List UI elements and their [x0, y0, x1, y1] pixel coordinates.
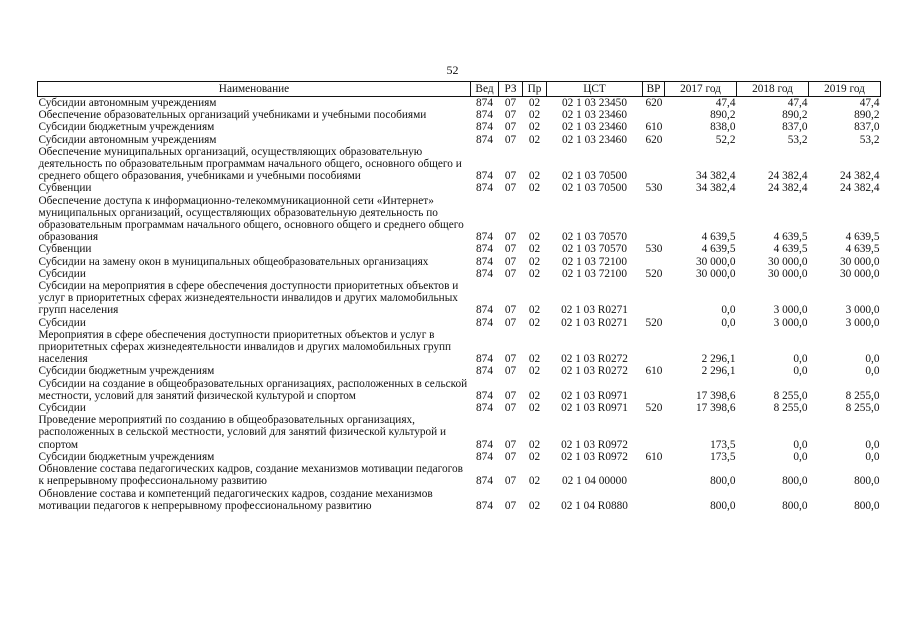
row-vr: 530: [645, 243, 663, 256]
row-pr: 02: [528, 450, 541, 463]
row-cst: 02 1 03 70570: [562, 231, 627, 244]
row-value-2018: 0,0: [793, 450, 808, 463]
row-rz: 07: [504, 97, 517, 109]
row-value-2017: 30 000,0: [695, 267, 736, 280]
row-ved: 874: [476, 255, 493, 268]
row-pr: 02: [528, 402, 541, 415]
row-rz: 07: [504, 438, 517, 451]
row-value-2018: 0,0: [793, 438, 808, 451]
table-row: [38, 182, 881, 194]
row-ved: 874: [476, 97, 493, 109]
row-ved: 874: [476, 450, 493, 463]
row-cst: 02 1 03 R0971: [561, 402, 628, 415]
row-value-2019: 24 382,4: [839, 182, 880, 195]
row-name: Субсидии на мероприятия в сфере обеспечения доступности приоритетных объектов и услуг в приоритетных сферах жизнедеятельности инвалидов и других маломобильных групп населения: [38, 280, 459, 317]
header-2018: 2018 год: [737, 82, 809, 97]
row-value-2019: 47,4: [859, 97, 880, 109]
row-ved: 874: [476, 499, 493, 512]
row-value-2019: 0,0: [865, 365, 880, 378]
table-row: [38, 317, 881, 329]
row-name: Субсидии автономным учреждениям: [38, 97, 217, 109]
row-cst: 02 1 03 70570: [562, 243, 627, 256]
row-vr: [643, 488, 665, 512]
row-value-2018: 8 255,0: [773, 402, 808, 415]
row-value-2017: 890,2: [710, 109, 736, 122]
row-vr: [643, 109, 665, 121]
row-rz: 07: [504, 365, 517, 378]
row-name: Обеспечение образовательных организаций учебниками и учебными пособиями: [38, 109, 427, 122]
row-rz: 07: [504, 182, 517, 195]
row-vr: [643, 146, 665, 183]
table-row: [38, 109, 881, 121]
row-ved: 874: [476, 133, 493, 146]
row-value-2018: 0,0: [793, 353, 808, 366]
table-row: [38, 414, 881, 451]
header-pr: Пр: [523, 82, 547, 97]
table-row: [38, 378, 881, 402]
row-value-2019: 800,0: [854, 475, 880, 488]
header-2017: 2017 год: [665, 82, 737, 97]
row-pr: 02: [528, 365, 541, 378]
row-pr: 02: [528, 353, 541, 366]
row-value-2018: 53,2: [787, 133, 808, 146]
row-cst: 02 1 04 00000: [562, 475, 627, 488]
row-value-2017: 47,4: [715, 97, 736, 109]
row-ved: 874: [476, 402, 493, 415]
row-name: Субсидии бюджетным учреждениям: [38, 450, 215, 463]
row-name: Обновление состава педагогических кадров, создание механизмов мотивации педагогов к непрерывному профессиональному развитию: [38, 463, 463, 488]
row-rz: 07: [504, 121, 517, 134]
row-vr: 620: [645, 133, 663, 146]
header-2019: 2019 год: [809, 82, 881, 97]
row-name: Субсидии на замену окон в муниципальных общеобразовательных организациях: [38, 255, 429, 268]
row-value-2017: 52,2: [715, 133, 736, 146]
row-value-2017: 2 296,1: [701, 365, 736, 378]
row-pr: 02: [528, 231, 541, 244]
row-rz: 07: [504, 231, 517, 244]
row-rz: 07: [504, 133, 517, 146]
row-pr: 02: [528, 121, 541, 134]
row-rz: 07: [504, 402, 517, 415]
row-value-2018: 30 000,0: [767, 267, 808, 280]
row-name: Субсидии: [38, 267, 86, 280]
row-value-2019: 30 000,0: [839, 267, 880, 280]
row-vr: 610: [645, 450, 663, 463]
table-body: [38, 97, 881, 512]
row-pr: 02: [528, 267, 541, 280]
row-value-2017: 838,0: [710, 121, 736, 134]
row-value-2018: 4 639,5: [773, 231, 808, 244]
row-name: Субсидии: [38, 402, 86, 415]
row-rz: 07: [504, 389, 517, 402]
row-cst: 02 1 03 23460: [562, 121, 627, 134]
table-row: [38, 329, 881, 366]
row-value-2017: 4 639,5: [701, 243, 736, 256]
row-value-2018: 24 382,4: [767, 170, 808, 183]
row-cst: 02 1 03 72100: [562, 255, 627, 268]
row-value-2019: 837,0: [854, 121, 880, 134]
row-cst: 02 1 04 R0880: [561, 499, 628, 512]
row-cst: 02 1 03 23460: [562, 109, 627, 122]
row-name: Обновление состава и компетенций педагогических кадров, создание механизмов мотивации педагогов к непрерывному профессиональному развитию: [38, 487, 433, 512]
row-vr: [643, 414, 665, 451]
row-cst: 02 1 03 23450: [562, 97, 627, 109]
table-row: [38, 365, 881, 377]
row-rz: 07: [504, 243, 517, 256]
table-row: [38, 256, 881, 268]
row-value-2017: 173,5: [710, 450, 736, 463]
header-rz: РЗ: [499, 82, 523, 97]
row-value-2018: 837,0: [782, 121, 808, 134]
row-value-2019: 3 000,0: [845, 316, 880, 329]
table-row: [38, 243, 881, 255]
row-pr: 02: [528, 255, 541, 268]
row-pr: 02: [528, 499, 541, 512]
row-rz: 07: [504, 450, 517, 463]
row-vr: 620: [645, 97, 663, 109]
row-value-2017: 2 296,1: [701, 353, 736, 366]
row-rz: 07: [504, 304, 517, 317]
row-rz: 07: [504, 316, 517, 329]
page-number: 52: [446, 63, 459, 77]
row-value-2019: 30 000,0: [839, 255, 880, 268]
table-row: [38, 134, 881, 146]
row-value-2019: 24 382,4: [839, 170, 880, 183]
row-ved: 874: [476, 267, 493, 280]
row-vr: [643, 195, 665, 244]
row-value-2017: 17 398,6: [695, 389, 736, 402]
row-value-2019: 0,0: [865, 438, 880, 451]
row-ved: 874: [476, 304, 493, 317]
row-vr: 520: [645, 402, 663, 415]
row-vr: [643, 256, 665, 268]
row-pr: 02: [528, 438, 541, 451]
table-row: [38, 121, 881, 133]
row-ved: 874: [476, 182, 493, 195]
row-value-2019: 53,2: [859, 133, 880, 146]
row-pr: 02: [528, 97, 541, 109]
row-cst: 02 1 03 R0971: [561, 389, 628, 402]
row-value-2019: 4 639,5: [845, 243, 880, 256]
row-name: Субвенции: [38, 182, 92, 195]
row-value-2018: 3 000,0: [773, 316, 808, 329]
row-value-2018: 24 382,4: [767, 182, 808, 195]
row-pr: 02: [528, 389, 541, 402]
row-vr: 610: [645, 365, 663, 378]
row-ved: 874: [476, 121, 493, 134]
row-pr: 02: [528, 316, 541, 329]
table-row: [38, 402, 881, 414]
row-value-2018: 800,0: [782, 475, 808, 488]
row-pr: 02: [528, 109, 541, 122]
budget-table: [37, 81, 881, 512]
table-row: [38, 488, 881, 512]
row-value-2018: 3 000,0: [773, 304, 808, 317]
row-rz: 07: [504, 255, 517, 268]
row-ved: 874: [476, 353, 493, 366]
row-pr: 02: [528, 170, 541, 183]
row-value-2019: 8 255,0: [845, 389, 880, 402]
row-value-2019: 890,2: [854, 109, 880, 122]
header-cst: ЦСТ: [547, 82, 643, 97]
row-value-2018: 30 000,0: [767, 255, 808, 268]
row-vr: 610: [645, 121, 663, 134]
header-name: Наименование: [38, 82, 471, 97]
row-pr: 02: [528, 304, 541, 317]
row-cst: 02 1 03 23460: [562, 133, 627, 146]
row-vr: [643, 280, 665, 317]
row-value-2017: 34 382,4: [695, 170, 736, 183]
row-value-2017: 0,0: [721, 316, 736, 329]
row-name: Субсидии бюджетным учреждениям: [38, 121, 215, 134]
row-cst: 02 1 03 70500: [562, 170, 627, 183]
table-row: [38, 268, 881, 280]
row-ved: 874: [476, 316, 493, 329]
header-vr: ВР: [643, 82, 665, 97]
row-value-2019: 8 255,0: [845, 402, 880, 415]
row-ved: 874: [476, 475, 493, 488]
header-ved: Вед: [471, 82, 499, 97]
row-name: Субсидии бюджетным учреждениям: [38, 365, 215, 378]
row-ved: 874: [476, 438, 493, 451]
table-header: [38, 82, 881, 97]
row-cst: 02 1 03 R0271: [561, 316, 628, 329]
row-name: Субсидии: [38, 316, 86, 329]
row-value-2017: 800,0: [710, 475, 736, 488]
table-row: [38, 280, 881, 317]
row-name: Мероприятия в сфере обеспечения доступности приоритетных объектов и услуг в приоритетных сферах жизнедеятельности инвалидов и других маломобильных групп населения: [38, 328, 452, 366]
row-vr: 520: [645, 316, 663, 329]
row-value-2018: 890,2: [782, 109, 808, 122]
row-vr: [643, 378, 665, 402]
row-cst: 02 1 03 R0972: [561, 438, 628, 451]
row-ved: 874: [476, 243, 493, 256]
row-value-2018: 8 255,0: [773, 389, 808, 402]
row-vr: 530: [645, 182, 663, 195]
row-name: Субсидии на создание в общеобразовательных организациях, расположенных в сельской местности, условий для занятий физической культурой и спортом: [38, 377, 468, 402]
row-name: Проведение мероприятий по созданию в общеобразовательных организациях, расположенных в сельской местности, условий для занятий физической культурой и спортом: [38, 414, 447, 451]
row-value-2018: 800,0: [782, 499, 808, 512]
row-value-2017: 30 000,0: [695, 255, 736, 268]
row-rz: 07: [504, 475, 517, 488]
row-value-2017: 0,0: [721, 304, 736, 317]
row-value-2018: 0,0: [793, 365, 808, 378]
row-rz: 07: [504, 267, 517, 280]
row-vr: [643, 463, 665, 487]
row-value-2019: 0,0: [865, 450, 880, 463]
row-value-2018: 47,4: [787, 97, 808, 109]
row-cst: 02 1 03 R0271: [561, 304, 628, 317]
row-vr: [643, 329, 665, 366]
row-pr: 02: [528, 133, 541, 146]
row-value-2019: 4 639,5: [845, 231, 880, 244]
table-row: [38, 451, 881, 463]
row-value-2019: 0,0: [865, 353, 880, 366]
row-rz: 07: [504, 353, 517, 366]
table-row: [38, 146, 881, 183]
row-cst: 02 1 03 R0972: [561, 450, 628, 463]
row-ved: 874: [476, 389, 493, 402]
row-vr: 520: [645, 267, 663, 280]
row-ved: 874: [476, 365, 493, 378]
row-pr: 02: [528, 243, 541, 256]
table-row: [38, 463, 881, 487]
row-name: Субсидии автономным учреждениям: [38, 133, 217, 146]
row-ved: 874: [476, 170, 493, 183]
row-value-2017: 17 398,6: [695, 402, 736, 415]
row-rz: 07: [504, 109, 517, 122]
row-rz: 07: [504, 499, 517, 512]
row-value-2017: 173,5: [710, 438, 736, 451]
row-pr: 02: [528, 475, 541, 488]
row-cst: 02 1 03 R0272: [561, 353, 628, 366]
row-cst: 02 1 03 72100: [562, 267, 627, 280]
row-rz: 07: [504, 170, 517, 183]
row-name: Обеспечение муниципальных организаций, осуществляющих образовательную деятельность по образовательным программам начального общего, основного общего и среднего общего образования, учебниками и учебными пособиями: [38, 145, 462, 183]
row-name: Обеспечение доступа к информационно-телекоммуникационной сети «Интернет» муниципальных организаций, осуществляющих образовательную деятельность по образовательным программам начального общего, основного общего и среднего общего образования: [38, 194, 464, 244]
row-value-2017: 34 382,4: [695, 182, 736, 195]
row-ved: 874: [476, 231, 493, 244]
row-value-2018: 4 639,5: [773, 243, 808, 256]
row-cst: 02 1 03 70500: [562, 182, 627, 195]
row-value-2017: 800,0: [710, 499, 736, 512]
row-value-2019: 3 000,0: [845, 304, 880, 317]
row-pr: 02: [528, 182, 541, 195]
row-name: Субвенции: [38, 243, 92, 256]
table-row: [38, 97, 881, 110]
row-value-2017: 4 639,5: [701, 231, 736, 244]
row-cst: 02 1 03 R0272: [561, 365, 628, 378]
row-ved: 874: [476, 109, 493, 122]
table-row: [38, 195, 881, 244]
row-value-2019: 800,0: [854, 499, 880, 512]
